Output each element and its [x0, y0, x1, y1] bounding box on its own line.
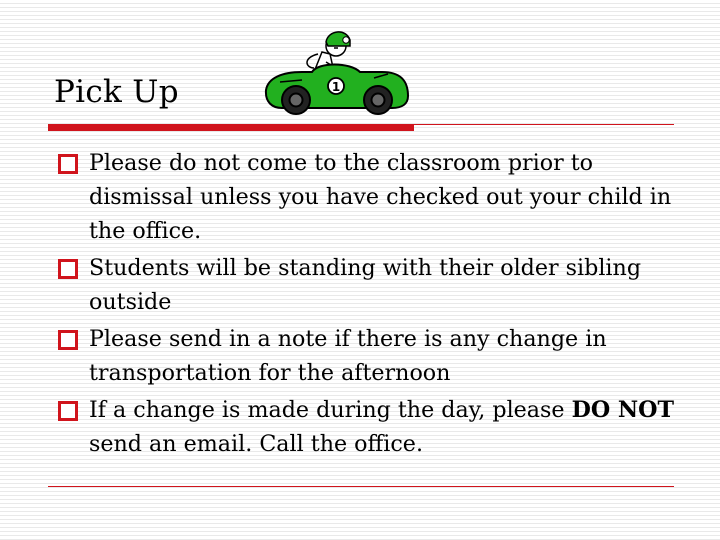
bullet-text: Please do not come to the classroom prior to dismissal unless you have checked out your child in the office. — [89, 150, 672, 244]
bullet-list — [58, 146, 698, 464]
bullet-text-start: If a change is made during the day, please — [89, 397, 572, 423]
bullet-text-emphasis: DO NOT — [571, 397, 675, 423]
title-accent-bar — [48, 124, 414, 131]
list-item — [58, 251, 698, 319]
square-bullet-icon — [58, 154, 78, 174]
list-item — [58, 322, 698, 390]
bullet-text — [89, 397, 674, 457]
car-number-badge — [328, 78, 344, 94]
list-item — [58, 393, 698, 461]
square-bullet-icon — [58, 259, 78, 279]
list-item — [58, 146, 698, 248]
race-car-icon — [262, 24, 412, 122]
bullet-text: Please send in a note if there is any change in transportation for the afternoon — [89, 326, 607, 386]
slide-title: Pick Up — [54, 74, 179, 110]
square-bullet-icon — [58, 330, 78, 350]
bullet-text: Students will be standing with their older sibling outside — [89, 255, 642, 315]
square-bullet-icon — [58, 401, 78, 421]
bottom-divider-line — [48, 486, 674, 487]
car-number: 1 — [331, 80, 341, 94]
bullet-text-end: send an email. Call the office. — [89, 431, 423, 457]
